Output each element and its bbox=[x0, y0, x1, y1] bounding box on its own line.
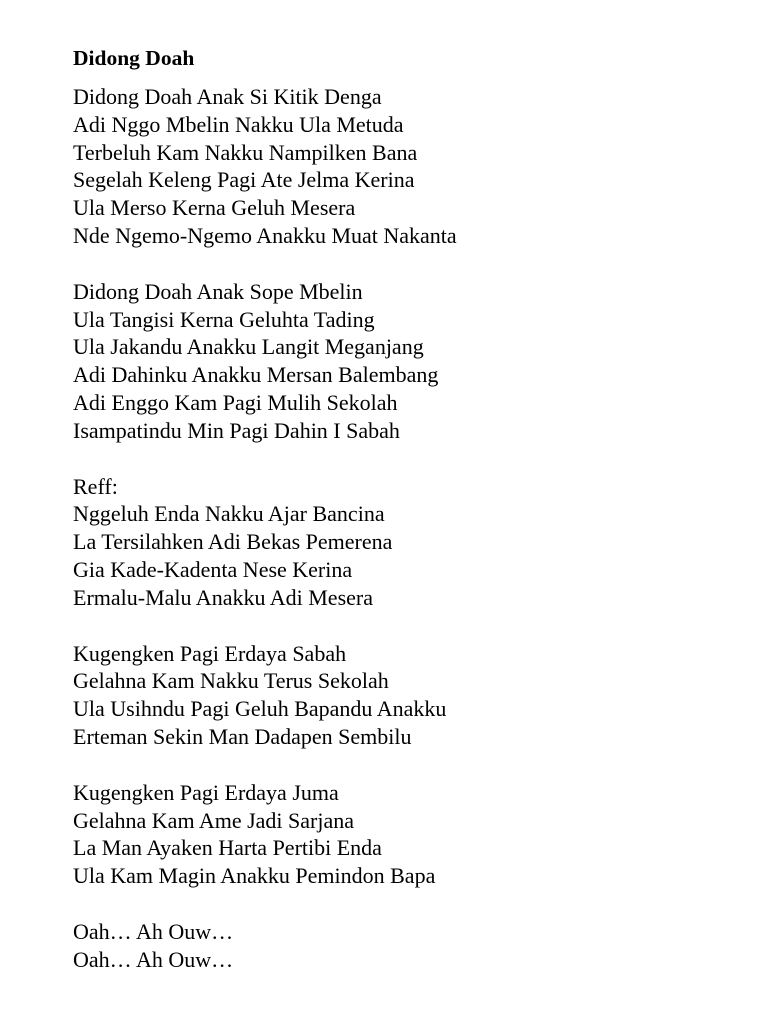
refrain-label: Reff: bbox=[73, 473, 118, 499]
lyric-line: La Tersilahken Adi Bekas Pemerena bbox=[73, 529, 393, 555]
lyric-line: Adi Enggo Kam Pagi Mulih Sekolah bbox=[73, 389, 398, 415]
lyric-line: Oah… Ah Ouw… bbox=[73, 946, 234, 972]
stanza-4 bbox=[73, 640, 753, 751]
lyric-line: Didong Doah Anak Sope Mbelin bbox=[73, 278, 363, 304]
lyric-line: Ula Usihndu Pagi Geluh Bapandu Anakku bbox=[73, 696, 447, 722]
stanza-outro bbox=[73, 918, 753, 974]
lyric-line: Ula Merso Kerna Geluh Mesera bbox=[73, 195, 356, 221]
lyric-line: Nde Ngemo-Ngemo Anakku Muat Nakanta bbox=[73, 222, 457, 248]
stanza-reff bbox=[73, 473, 753, 612]
lyric-line: Ula Kam Magin Anakku Pemindon Bapa bbox=[73, 863, 436, 889]
lyric-line: Didong Doah Anak Si Kitik Denga bbox=[73, 84, 382, 109]
lyric-line: Isampatindu Min Pagi Dahin I Sabah bbox=[73, 417, 400, 443]
lyric-line: Ula Tangisi Kerna Geluhta Tading bbox=[73, 306, 375, 332]
lyric-line: Erteman Sekin Man Dadapen Sembilu bbox=[73, 723, 412, 749]
lyric-line: Oah… Ah Ouw… bbox=[73, 918, 234, 944]
lyric-line: Gelahna Kam Ame Jadi Sarjana bbox=[73, 807, 355, 833]
lyric-line: Terbeluh Kam Nakku Nampilken Bana bbox=[73, 139, 418, 165]
stanza-5 bbox=[73, 779, 753, 890]
lyric-line: Nggeluh Enda Nakku Ajar Bancina bbox=[73, 501, 385, 527]
lyric-line: Ula Jakandu Anakku Langit Meganjang bbox=[73, 334, 424, 360]
lyric-line: Gelahna Kam Nakku Terus Sekolah bbox=[73, 668, 389, 694]
document-title: Didong Doah bbox=[73, 46, 195, 70]
lyric-line: Adi Dahinku Anakku Mersan Balembang bbox=[73, 362, 439, 388]
stanza-2 bbox=[73, 278, 753, 445]
lyric-line: La Man Ayaken Harta Pertibi Enda bbox=[73, 835, 382, 861]
lyric-line: Segelah Keleng Pagi Ate Jelma Kerina bbox=[73, 167, 415, 193]
lyric-line: Ermalu-Malu Anakku Adi Mesera bbox=[73, 584, 373, 610]
stanza-1 bbox=[73, 83, 753, 250]
lyric-line: Kugengken Pagi Erdaya Juma bbox=[73, 779, 339, 805]
document-page bbox=[73, 44, 753, 1002]
lyric-line: Kugengken Pagi Erdaya Sabah bbox=[73, 640, 347, 666]
lyric-line: Gia Kade-Kadenta Nese Kerina bbox=[73, 556, 353, 582]
lyric-line: Adi Nggo Mbelin Nakku Ula Metuda bbox=[73, 111, 404, 137]
